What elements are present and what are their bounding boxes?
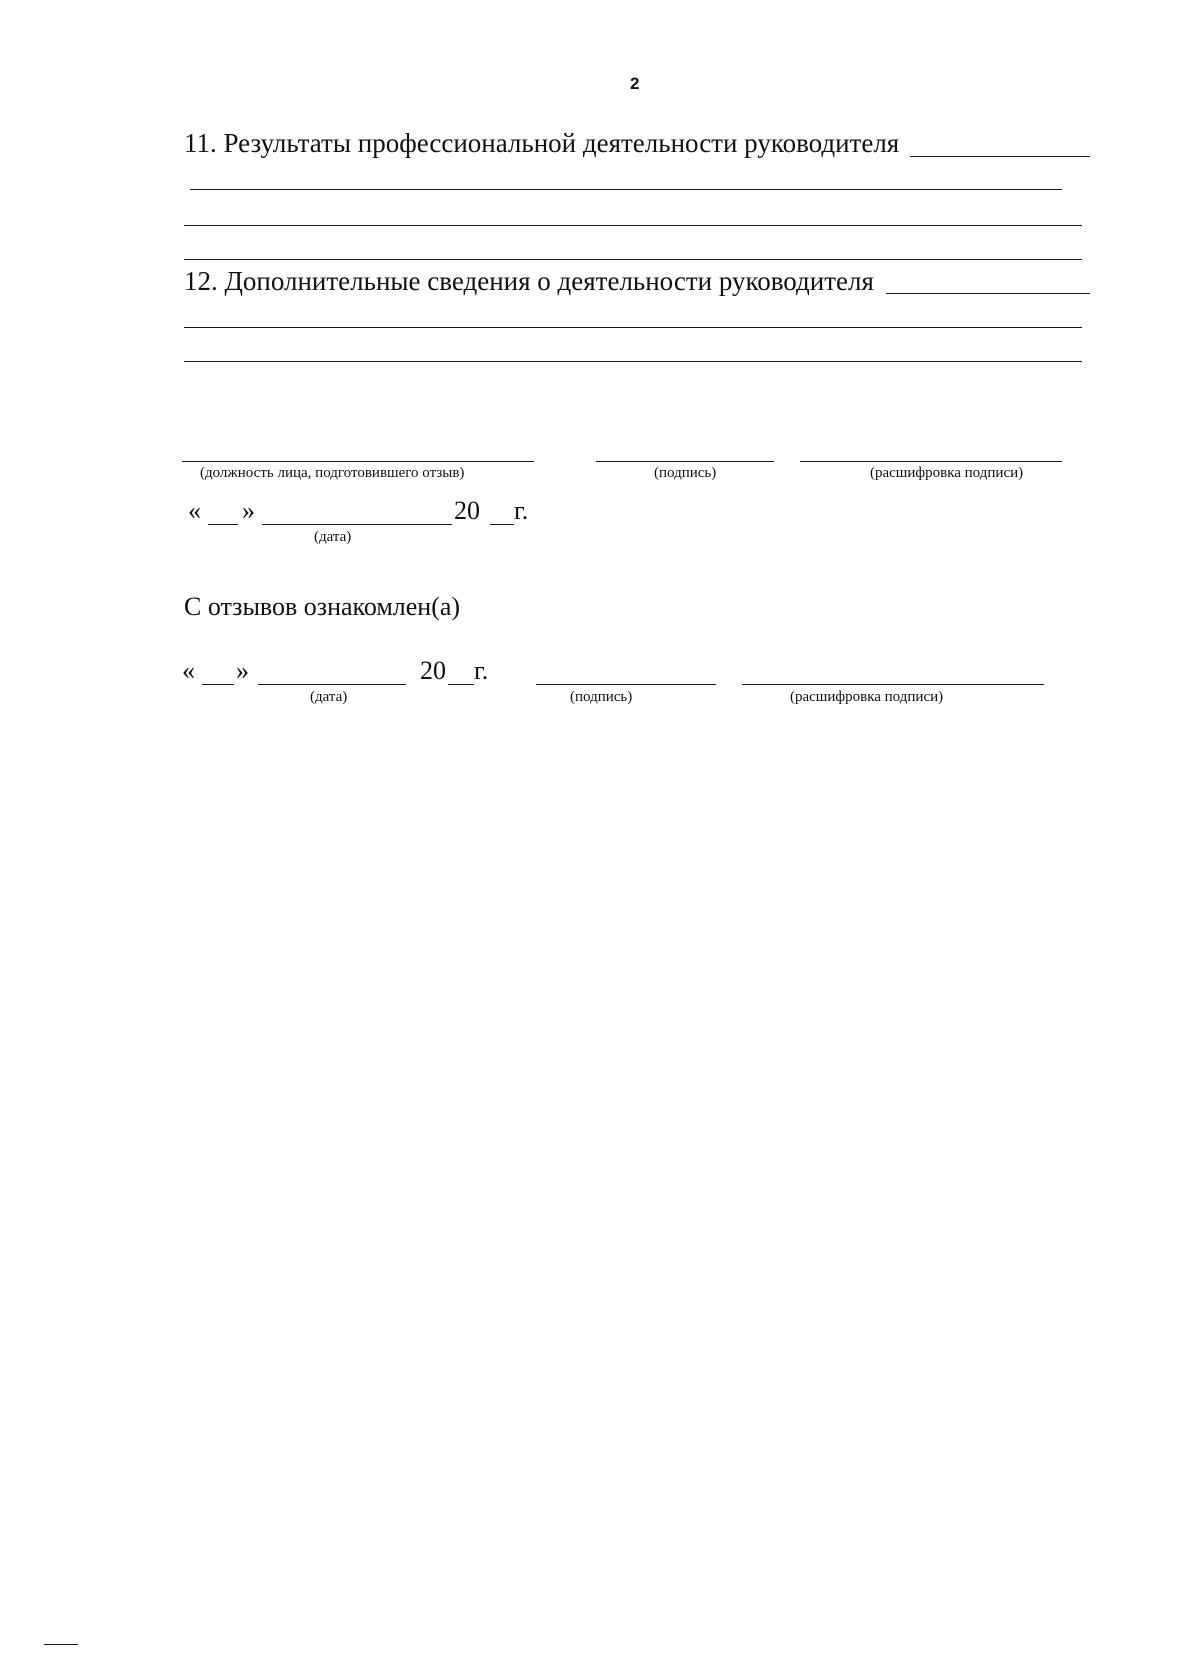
ack-date-open-quote: « — [182, 656, 195, 685]
date-open-quote: « — [188, 496, 201, 525]
ack-signature-decode-caption: (расшифровка подписи) — [790, 689, 944, 705]
section-11-blank-line-2[interactable] — [184, 225, 1082, 226]
signature-caption: (подпись) — [654, 465, 717, 481]
signature-decode-line[interactable] — [800, 461, 1062, 462]
date-year-prefix: 20 — [454, 496, 480, 525]
section-12-inline-blank[interactable] — [886, 293, 1090, 294]
date-year-blank[interactable] — [490, 524, 514, 525]
section-12-blank-line-1[interactable] — [184, 327, 1082, 328]
ack-signature-caption: (подпись) — [570, 689, 633, 705]
position-line[interactable] — [182, 461, 534, 462]
ack-date-caption: (дата) — [310, 689, 348, 705]
date-day-blank[interactable] — [208, 524, 238, 525]
section-11-inline-blank[interactable] — [910, 156, 1090, 157]
section-11-heading: 11. Результаты профессиональной деятельности руководителя — [184, 128, 900, 158]
acknowledgement-text: С отзывов ознакомлен(а) — [184, 592, 461, 621]
ack-date-year-suffix: г. — [474, 656, 489, 685]
section-11-blank-line-1[interactable] — [190, 189, 1062, 190]
section-12-blank-line-2[interactable] — [184, 361, 1082, 362]
section-12-heading: 12. Дополнительные сведения о деятельности руководителя — [184, 266, 874, 296]
date-close-quote: » — [242, 496, 255, 525]
position-caption: (должность лица, подготовившего отзыв) — [200, 465, 465, 481]
ack-signature-line[interactable] — [536, 684, 716, 685]
page-number: 2 — [630, 74, 640, 93]
date-month-blank[interactable] — [262, 524, 452, 525]
signature-decode-caption: (расшифровка подписи) — [870, 465, 1024, 481]
ack-date-close-quote: » — [236, 656, 249, 685]
ack-date-year-blank[interactable] — [448, 684, 474, 685]
date-caption: (дата) — [314, 529, 352, 545]
ack-signature-decode-line[interactable] — [742, 684, 1044, 685]
ack-date-month-blank[interactable] — [258, 684, 406, 685]
section-11-blank-line-3[interactable] — [184, 259, 1082, 260]
bottom-margin-mark — [44, 1644, 78, 1645]
signature-line[interactable] — [596, 461, 774, 462]
ack-date-year-prefix: 20 — [420, 656, 446, 685]
ack-date-day-blank[interactable] — [202, 684, 234, 685]
date-year-suffix: г. — [514, 496, 529, 525]
